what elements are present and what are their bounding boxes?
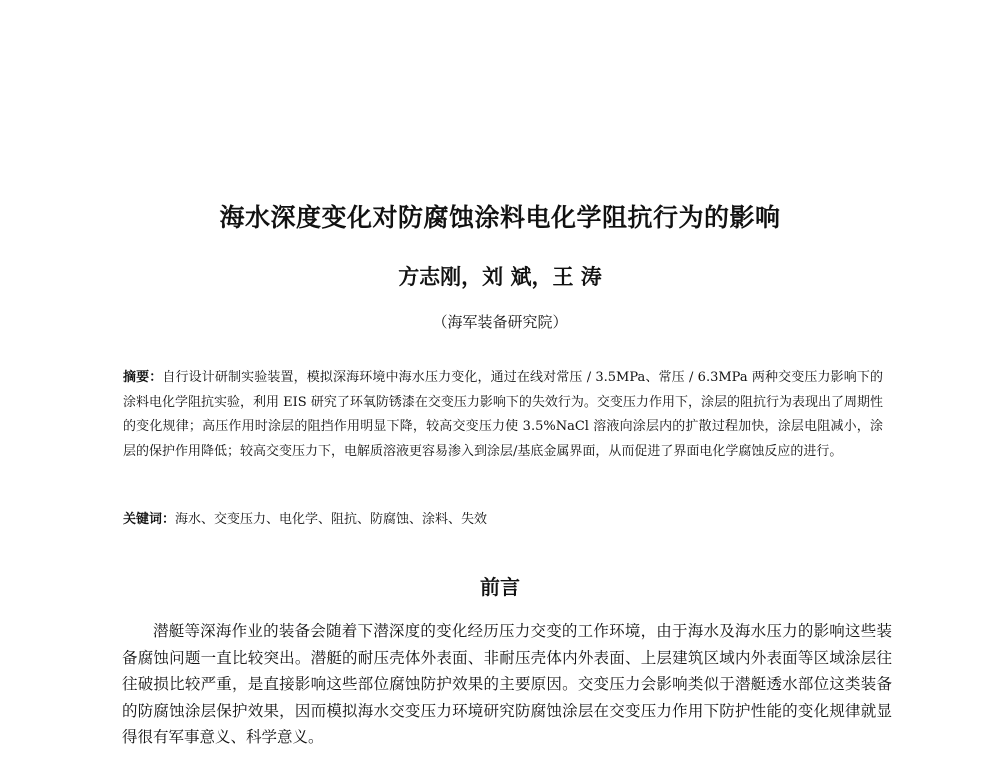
- keywords-label: 关键词：: [123, 512, 176, 527]
- keywords: [123, 508, 883, 532]
- paper-title: 海水深度变化对防腐蚀涂料电化学阻抗行为的影响: [219, 203, 781, 232]
- author-list: 方志刚，刘 斌，王 涛: [398, 264, 602, 289]
- abstract-text: 自行设计研制实验装置，模拟深海环境中海水压力变化，通过在线对常压 / 3.5MPa、常压 / 6.3MPa 两种交变压力影响下的涂料电化学阻抗实验，利用 EIS 研究了环氧防锈漆在交变压力影响下的失效行为。交变压力作用下，涂层的阻抗行为表现出了周期性的变化规律；高压作用时涂层的阻挡作用明显下降，较高交变压力使 3.5%NaCl 溶液向涂层内的扩散过程加快，涂层电阻减小，涂层的保护作用降低；较高交变压力下，电解质溶液更容易渗入到涂层/基底金属界面，从而促进了界面电化学腐蚀反应的进行。: [123, 370, 883, 459]
- section-heading-introduction: 前言: [480, 575, 520, 599]
- affiliation: （海军装备研究院）: [432, 313, 568, 331]
- introduction-paragraph: 潜艇等深海作业的装备会随着下潜深度的变化经历压力交变的工作环境，由于海水及海水压力的影响这些装备腐蚀问题一直比较突出。潜艇的耐压壳体外表面、非耐压壳体内外表面、上层建筑区域内外表面等区域涂层往往破损比较严重，是直接影响这些部位腐蚀防护效果的主要原因。交变压力会影响类似于潜艇透水部位这类装备的防腐蚀涂层保护效果，因而模拟海水交变压力环境研究防腐蚀涂层在交变压力作用下防护性能的变化规律就显得很有军事意义、科学意义。: [122, 622, 892, 746]
- abstract-label: 摘要：: [123, 370, 163, 385]
- abstract: [123, 366, 883, 464]
- keywords-text: 海水、交变压力、电化学、阻抗、防腐蚀、涂料、失效: [175, 512, 488, 527]
